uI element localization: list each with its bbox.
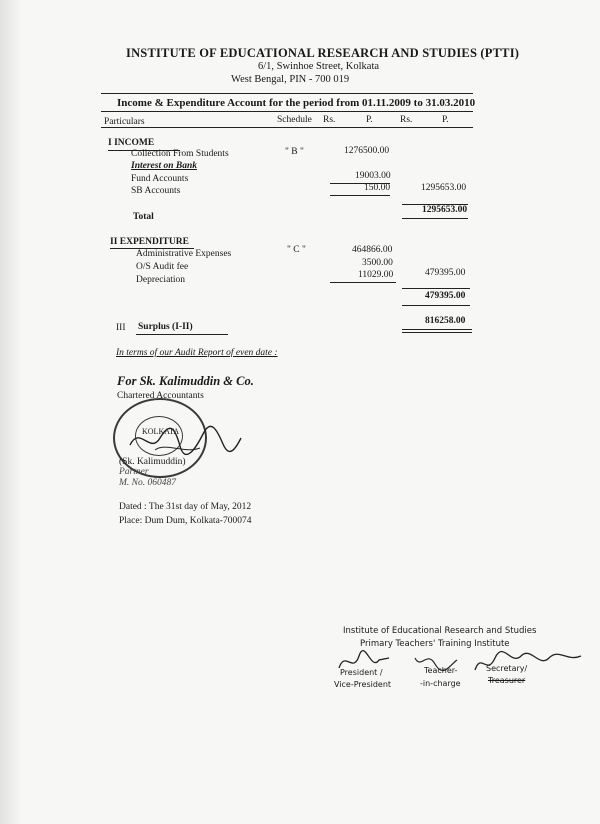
partner-role: Partner — [119, 467, 149, 477]
admin-expenses-amount: 464866.00 — [352, 245, 393, 255]
depreciation-amount: 11029.00 — [358, 270, 394, 280]
surplus-underline — [136, 334, 228, 335]
institute-sign-line-2: Primary Teachers' Training Institute — [360, 639, 510, 649]
president-label: President / — [340, 668, 383, 677]
fund-accounts-amount: 19003.00 — [355, 171, 391, 181]
auditor-firm: For Sk. Kalimuddin & Co. — [117, 374, 254, 388]
income-heading: I INCOME — [108, 138, 155, 148]
collection-schedule: " B " — [285, 147, 304, 157]
col-p-1: P. — [366, 115, 373, 125]
audit-fee-amount: 3500.00 — [362, 258, 393, 268]
col-schedule: Schedule — [277, 115, 312, 125]
income-column-total: 1295653.00 — [421, 183, 467, 193]
secretary-label: Secretary/ — [486, 664, 528, 673]
expenditure-total-top-rule — [402, 288, 470, 289]
statement-title: Income & Expenditure Account for the period from 01.11.2009 to 31.03.2010 — [117, 97, 476, 109]
col-rs-2: Rs. — [400, 115, 413, 125]
col-rs-1: Rs. — [323, 115, 336, 125]
income-total-label: Total — [133, 212, 154, 222]
title-bottom-rule — [101, 111, 473, 112]
scan-edge-shadow — [0, 0, 22, 824]
income-total-amount: 1295653.00 — [422, 205, 468, 215]
surplus-amount: 816258.00 — [425, 316, 466, 326]
collection-amount: 1276500.00 — [344, 146, 390, 156]
institution-name: INSTITUTE OF EDUCATIONAL RESEARCH AND STUDIES (PTTI) — [126, 46, 520, 60]
dated-line: Dated : The 31st day of May, 2012 — [119, 502, 252, 512]
fund-accounts-label: Fund Accounts — [131, 174, 189, 184]
institute-sign-line-1: Institute of Educational Research and Studies — [343, 626, 537, 636]
interest-heading: Interest on Bank — [131, 161, 197, 171]
surplus-number: III — [116, 323, 126, 333]
audit-report-line: In terms of our Audit Report of even date : — [116, 348, 278, 358]
surplus-rule-1 — [402, 329, 472, 330]
col-p-2: P. — [442, 115, 449, 125]
auditor-signature — [125, 420, 245, 460]
admin-expenses-label: Administrative Expenses — [136, 249, 232, 259]
partner-name: (Sk. Kalimuddin) — [119, 457, 186, 467]
depreciation-label: Depreciation — [136, 275, 186, 285]
expenditure-heading: II EXPENDITURE — [110, 237, 189, 247]
income-total-bottom-rule — [402, 218, 468, 219]
header-rule — [101, 127, 473, 128]
vice-president-label: Vice-President — [334, 680, 392, 689]
collection-label: Collection From Students — [131, 149, 229, 159]
depreciation-underline — [330, 282, 396, 283]
title-top-rule — [101, 93, 473, 94]
treasurer-label: Treasurer — [488, 676, 526, 685]
col-particulars: Particulars — [104, 117, 145, 127]
expenditure-column-total: 479395.00 — [425, 268, 466, 278]
teacher-label: Teacher- — [424, 666, 458, 675]
seal-text: KOLKATA — [142, 427, 180, 436]
membership-number: M. No. 060487 — [119, 478, 176, 488]
in-charge-label: -in-charge — [420, 679, 461, 688]
sb-amount-underline — [330, 195, 390, 196]
auditor-designation: Chartered Accountants — [117, 391, 204, 401]
surplus-label: Surplus (I-II) — [138, 322, 193, 332]
expenditure-total-bottom-rule — [402, 305, 470, 306]
audit-fee-label: O/S Audit fee — [136, 262, 189, 272]
sb-accounts-amount: 150.00 — [364, 183, 391, 193]
admin-expenses-schedule: " C " — [287, 245, 306, 255]
surplus-rule-2 — [402, 332, 472, 333]
sb-accounts-label: SB Accounts — [131, 186, 181, 196]
expenditure-total-amount: 479395.00 — [425, 291, 466, 301]
place-line: Place: Dum Dum, Kolkata-700074 — [119, 516, 252, 526]
address-line-1: 6/1, Swinhoe Street, Kolkata — [258, 61, 380, 72]
address-line-2: West Bengal, PIN - 700 019 — [231, 74, 350, 85]
